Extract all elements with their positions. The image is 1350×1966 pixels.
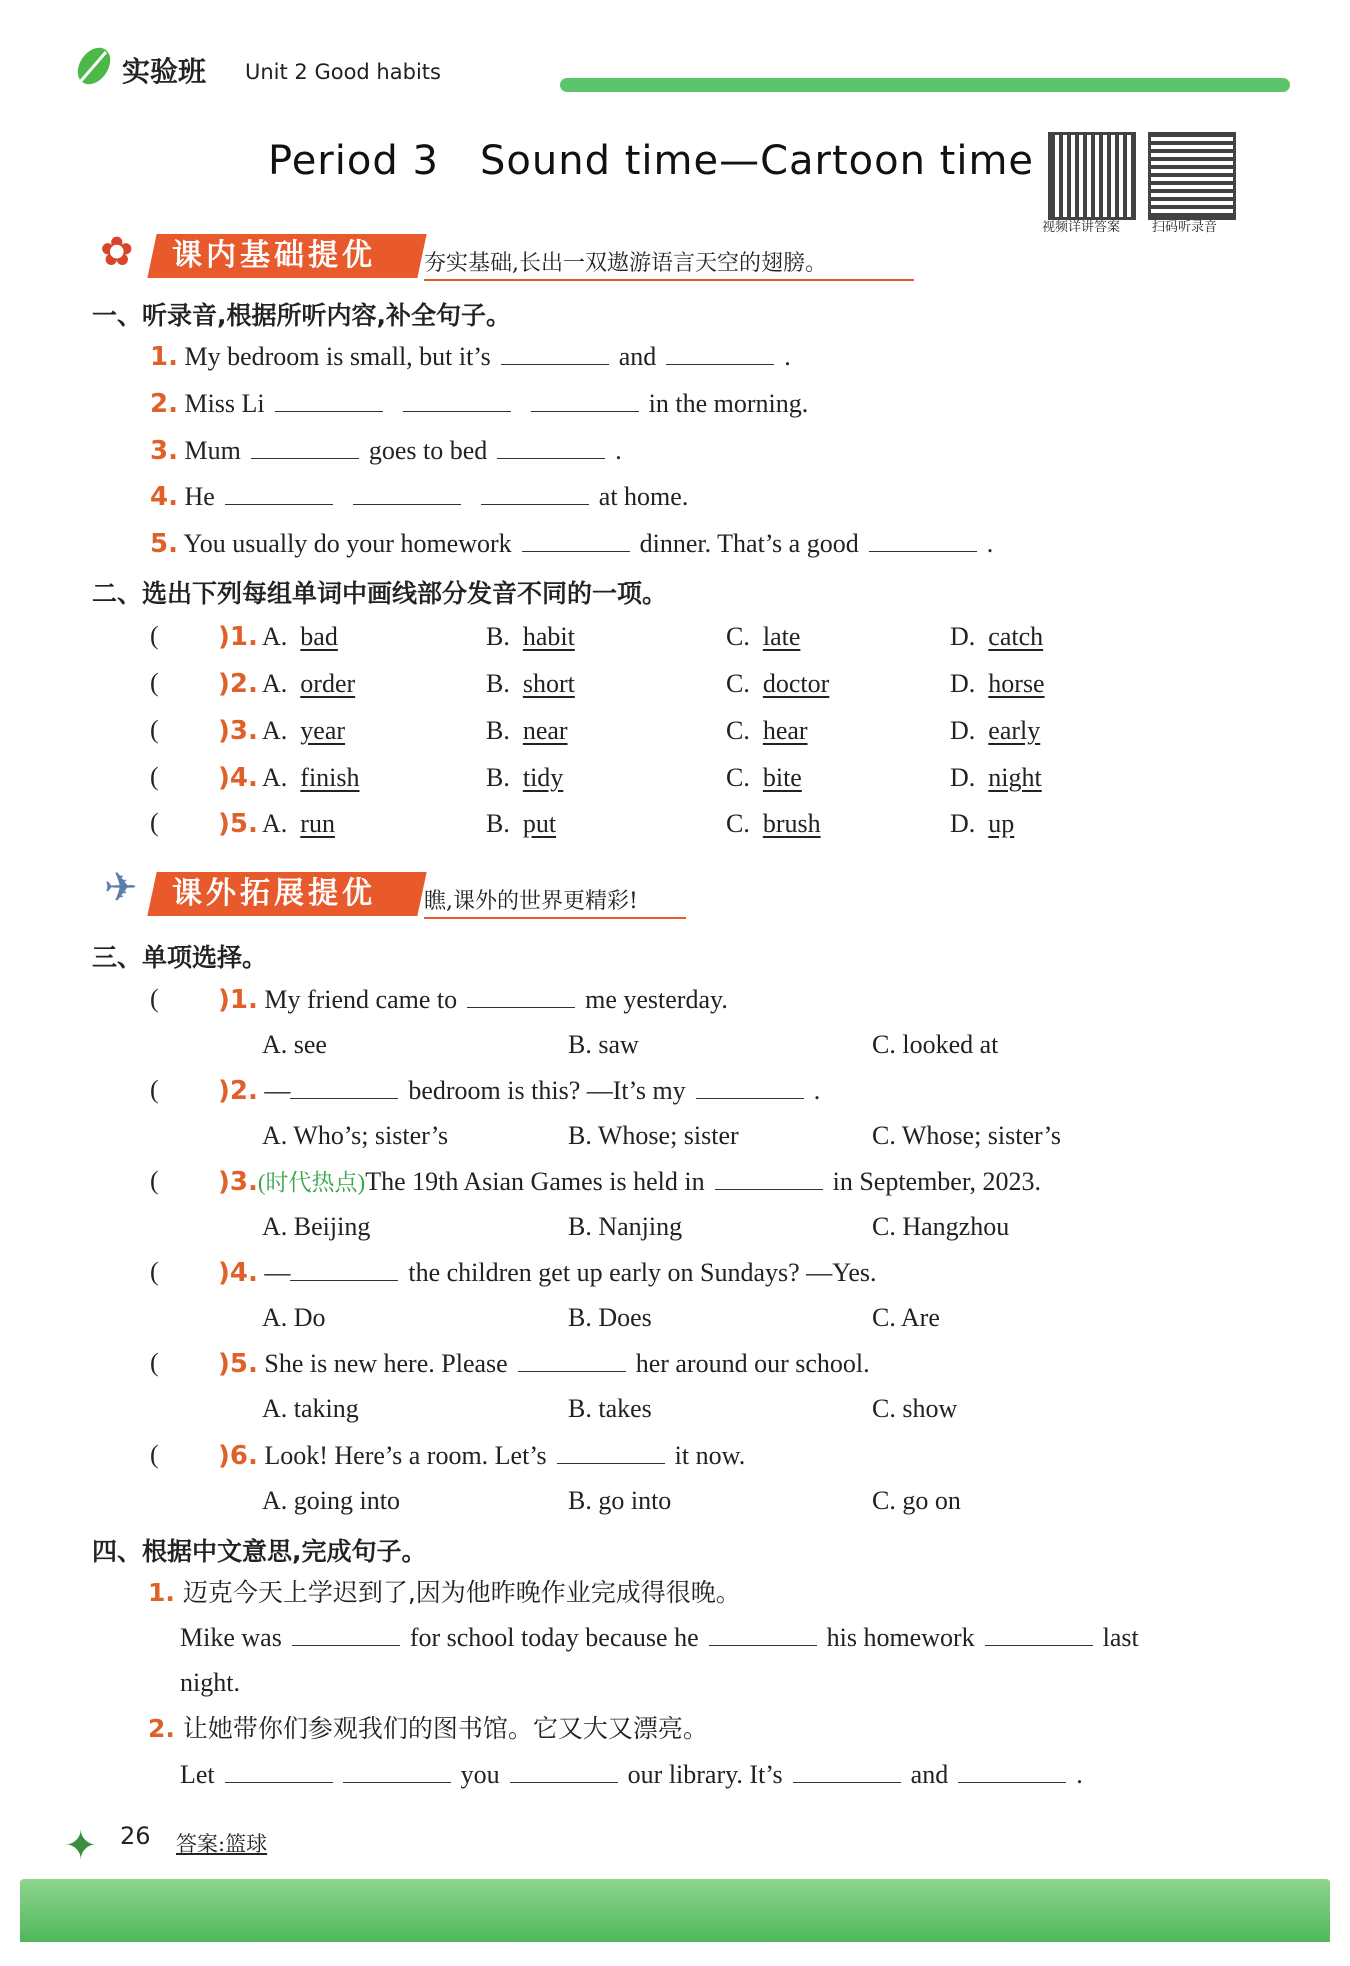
option-a: A. order bbox=[262, 669, 356, 698]
p4-q1-chinese: 1. 迈克今天上学迟到了,因为他昨晚作业完成得很晚。 bbox=[148, 1578, 741, 1607]
qr-label-video: 视频详讲答案 bbox=[1042, 220, 1121, 235]
p1-item-4: 4. He at home. bbox=[150, 482, 689, 512]
option-c: C. Are bbox=[872, 1303, 940, 1332]
option-b: B. Does bbox=[568, 1303, 652, 1332]
page-number: 26 bbox=[120, 1822, 151, 1850]
option-d: D. catch bbox=[950, 622, 1044, 651]
p4-q1-english: Mike was for school today because he his homework last bbox=[180, 1623, 1139, 1652]
option-c: C. show bbox=[872, 1394, 958, 1423]
option-c: C. Hangzhou bbox=[872, 1212, 1010, 1241]
p2-row-4-num: )4. bbox=[218, 763, 258, 793]
p2-row-5-num: )5. bbox=[218, 809, 258, 839]
option-b: B. near bbox=[486, 716, 568, 745]
answer-paren[interactable]: ( bbox=[150, 808, 159, 837]
qr-code-audio[interactable] bbox=[1148, 132, 1236, 220]
option-a: A. run bbox=[262, 809, 335, 838]
option-d: D. up bbox=[950, 809, 1015, 838]
answer-paren[interactable]: ( bbox=[150, 1075, 159, 1104]
part1-heading: 一、听录音,根据所听内容,补全句子。 bbox=[92, 301, 511, 330]
section-banner-extended: 课外拓展提优 bbox=[147, 872, 426, 916]
p3-q2: )2. — bedroom is this? —It’s my . bbox=[218, 1076, 821, 1106]
answer-paren[interactable]: ( bbox=[150, 1348, 159, 1377]
option-a: A. Who’s; sister’s bbox=[262, 1121, 449, 1150]
p2-row-1-num: )1. bbox=[218, 622, 258, 652]
p2-row-3-num: )3. bbox=[218, 716, 258, 746]
option-c: C. go on bbox=[872, 1486, 961, 1515]
part4-heading: 四、根据中文意思,完成句子。 bbox=[92, 1537, 427, 1566]
p1-item-2: 2. Miss Li in the morning. bbox=[150, 389, 809, 419]
p1-item-3: 3. Mum goes to bed . bbox=[150, 436, 622, 466]
p3-q1: )1. My friend came to me yesterday. bbox=[218, 985, 728, 1015]
option-c: C. Whose; sister’s bbox=[872, 1121, 1061, 1150]
answer-paren[interactable]: ( bbox=[150, 621, 159, 650]
p4-q1-english-cont: night. bbox=[180, 1668, 240, 1697]
option-d: D. night bbox=[950, 763, 1042, 792]
p1-item-1: 1. My bedroom is small, but it’s and . bbox=[150, 342, 791, 372]
option-a: A. Do bbox=[262, 1303, 326, 1332]
option-b: B. habit bbox=[486, 622, 575, 651]
answer-note: 答案:篮球 bbox=[176, 1832, 268, 1856]
option-b: B. tidy bbox=[486, 763, 564, 792]
p3-q6: )6. Look! Here’s a room. Let’s it now. bbox=[218, 1441, 746, 1471]
section-slogan-basic: 夯实基础,长出一双遨游语言天空的翅膀。 bbox=[424, 246, 914, 281]
p3-q3: )3.(时代热点)The 19th Asian Games is held in in September, 2023. bbox=[218, 1167, 1041, 1197]
option-a: A. finish bbox=[262, 763, 360, 792]
option-c: C. brush bbox=[726, 809, 821, 838]
option-d: D. horse bbox=[950, 669, 1045, 698]
option-b: B. Whose; sister bbox=[568, 1121, 739, 1150]
section-slogan-extended: 瞧,课外的世界更精彩! bbox=[424, 884, 686, 919]
option-c: C. hear bbox=[726, 716, 808, 745]
p4-q2-chinese: 2. 让她带你们参观我们的图书馆。它又大又漂亮。 bbox=[148, 1714, 708, 1743]
answer-paren[interactable]: ( bbox=[150, 984, 159, 1013]
option-a: A. bad bbox=[262, 622, 338, 651]
option-c: C. late bbox=[726, 622, 801, 651]
option-a: A. taking bbox=[262, 1394, 359, 1423]
answer-paren[interactable]: ( bbox=[150, 715, 159, 744]
qr-code-video[interactable] bbox=[1048, 132, 1136, 220]
footer-wave bbox=[20, 1852, 1330, 1942]
octopus-mascot-icon: ✿ bbox=[100, 229, 134, 275]
option-d: D. early bbox=[950, 716, 1041, 745]
option-a: A. see bbox=[262, 1030, 327, 1059]
p4-q2-english: Let you our library. It’s and . bbox=[180, 1760, 1083, 1789]
option-b: B. Nanjing bbox=[568, 1212, 683, 1241]
option-b: B. saw bbox=[568, 1030, 639, 1059]
option-a: A. year bbox=[262, 716, 346, 745]
answer-paren[interactable]: ( bbox=[150, 1440, 159, 1469]
option-b: B. short bbox=[486, 669, 575, 698]
option-a: A. going into bbox=[262, 1486, 400, 1515]
hot-topic-tag: (时代热点) bbox=[257, 1170, 366, 1195]
option-a: A. Beijing bbox=[262, 1212, 371, 1241]
option-b: B. put bbox=[486, 809, 557, 838]
qr-label-audio: 扫码听录音 bbox=[1152, 220, 1218, 235]
option-b: B. takes bbox=[568, 1394, 652, 1423]
part2-heading: 二、选出下列每组单词中画线部分发音不同的一项。 bbox=[92, 579, 668, 608]
answer-paren[interactable]: ( bbox=[150, 668, 159, 697]
logo-text: 实验班 bbox=[122, 55, 207, 88]
p1-item-5: 5. You usually do your homework dinner. That’s a good . bbox=[150, 529, 994, 559]
answer-paren[interactable]: ( bbox=[150, 1166, 159, 1195]
option-b: B. go into bbox=[568, 1486, 672, 1515]
unit-title: Unit 2 Good habits bbox=[245, 60, 441, 84]
option-c: C. bite bbox=[726, 763, 802, 792]
part3-heading: 三、单项选择。 bbox=[92, 943, 268, 972]
section-banner-basic: 课内基础提优 bbox=[147, 234, 426, 278]
answer-paren[interactable]: ( bbox=[150, 762, 159, 791]
option-c: C. looked at bbox=[872, 1030, 999, 1059]
bird-icon: ✦ bbox=[64, 1823, 98, 1869]
dolphin-mascot-icon: ✈ bbox=[104, 865, 138, 911]
leaf-logo-icon bbox=[72, 44, 116, 88]
answer-paren[interactable]: ( bbox=[150, 1257, 159, 1286]
p3-q4: )4. — the children get up early on Sundays? —Yes. bbox=[218, 1258, 877, 1288]
p2-row-2-num: )2. bbox=[218, 669, 258, 699]
option-c: C. doctor bbox=[726, 669, 830, 698]
page-title: Period 3 Sound time—Cartoon time bbox=[268, 138, 1035, 184]
header-green-bar bbox=[560, 78, 1290, 92]
p3-q5: )5. She is new here. Please her around our school. bbox=[218, 1349, 870, 1379]
